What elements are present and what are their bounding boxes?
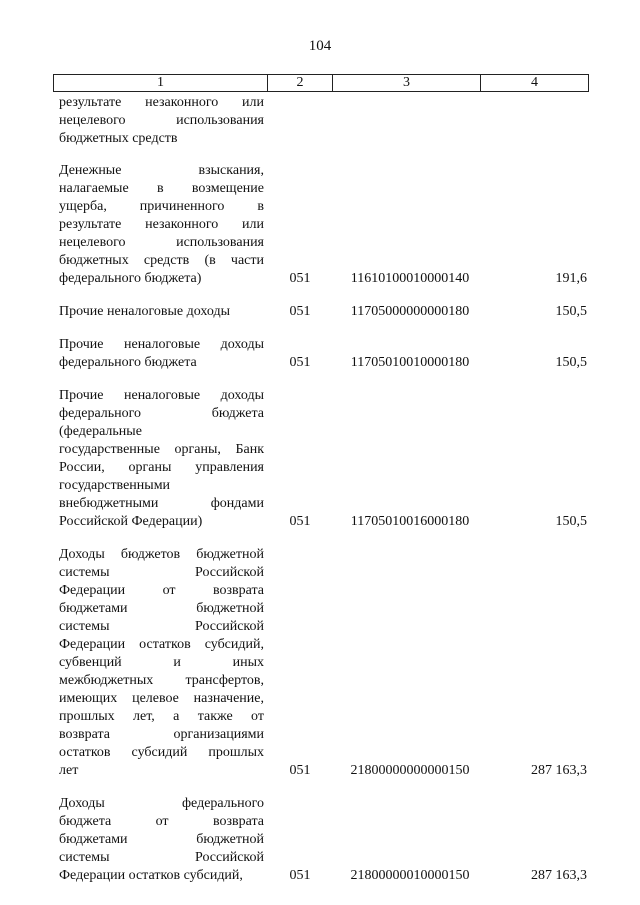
- header-col-2: 2: [268, 75, 333, 91]
- row-name-line: нецелевого использования: [59, 113, 264, 128]
- row-name-line: межбюджетных трансфертов,: [59, 673, 264, 688]
- table-row: [53, 162, 587, 288]
- row-amount: 150,5: [555, 304, 587, 319]
- row-name-line: Федерации от возврата: [59, 583, 264, 598]
- row-code: 11705010016000180: [350, 514, 470, 529]
- row-name: [53, 795, 264, 885]
- table-row: [53, 795, 587, 885]
- row-amount: 150,5: [555, 514, 587, 529]
- table-body: [53, 94, 587, 900]
- row-name-line: Федерации остатков субсидий,: [59, 868, 243, 883]
- row-name-line: бюджетами бюджетной: [59, 832, 264, 847]
- row-name: [53, 546, 264, 780]
- row-name-line: Прочие неналоговые доходы: [59, 388, 264, 403]
- row-name-line: ущерба, причиненного в: [59, 199, 264, 214]
- row-code: 11705000000000180: [350, 304, 470, 319]
- row-name-line: Федерации остатков субсидий,: [59, 637, 264, 652]
- row-name-line: прошлых лет, а также от: [59, 709, 264, 724]
- row-name-line: результате незаконного или: [59, 217, 264, 232]
- row-amount: 287 163,3: [531, 763, 587, 778]
- table-header: [53, 74, 589, 92]
- table-row: [53, 336, 587, 372]
- row-name-line: бюджетных средств (в части: [59, 253, 264, 268]
- row-code: 11610100010000140: [350, 271, 470, 286]
- row-name-line: Денежные взыскания,: [59, 163, 264, 178]
- header-col-4: 4: [531, 75, 538, 90]
- row-name-line: результате незаконного или: [59, 95, 264, 110]
- row-name: [53, 336, 264, 372]
- row-chapter: 051: [289, 271, 311, 286]
- table-row: [53, 387, 587, 531]
- row-name-line: России, органы управления: [59, 460, 264, 475]
- row-amount: 191,6: [555, 271, 587, 286]
- row-name-line: лет: [59, 763, 79, 778]
- row-name-line: нецелевого использования: [59, 235, 264, 250]
- row-name-line: бюджетами бюджетной: [59, 601, 264, 616]
- row-name-line: государственные органы, Банк: [59, 442, 264, 457]
- row-name-line: государственными: [59, 478, 171, 493]
- row-name-line: (федеральные: [59, 424, 142, 439]
- table-row: [53, 546, 587, 780]
- row-name-line: бюджетных средств: [59, 131, 178, 146]
- row-name-line: имеющих целевое назначение,: [59, 691, 264, 706]
- row-name-line: Прочие неналоговые доходы: [59, 337, 264, 352]
- table-row: [53, 94, 587, 148]
- row-code: 11705010010000180: [350, 355, 470, 370]
- row-name-line: внебюджетными фондами: [59, 496, 264, 511]
- row-name-line: налагаемые в возмещение: [59, 181, 264, 196]
- row-name-line: Доходы федерального: [59, 796, 264, 811]
- row-name: [53, 162, 264, 288]
- header-col-3: 3: [333, 75, 481, 91]
- row-name-line: Российской Федерации): [59, 514, 203, 529]
- row-name-line: Доходы бюджетов бюджетной: [59, 547, 264, 562]
- row-code: 21800000010000150: [350, 868, 470, 883]
- row-name-line: остатков субсидий прошлых: [59, 745, 264, 760]
- row-amount: 150,5: [555, 355, 587, 370]
- row-chapter: 051: [289, 763, 311, 778]
- row-name-line: системы Российской: [59, 850, 264, 865]
- row-chapter: 051: [289, 514, 311, 529]
- row-name-line: федерального бюджета: [59, 406, 264, 421]
- row-code: 21800000000000150: [350, 763, 470, 778]
- row-name: [53, 94, 264, 148]
- row-name-line: системы Российской: [59, 619, 264, 634]
- row-name-line: федерального бюджета: [59, 355, 197, 370]
- row-chapter: 051: [289, 304, 311, 319]
- page-number: 104: [308, 38, 332, 54]
- row-name-line: субвенций и иных: [59, 655, 264, 670]
- row-name-line: возврата организациями: [59, 727, 264, 742]
- row-chapter: 051: [289, 868, 311, 883]
- header-col-1: 1: [54, 75, 268, 91]
- row-name: [53, 387, 264, 531]
- row-amount: 287 163,3: [531, 868, 587, 883]
- row-name-line: Прочие неналоговые доходы: [59, 304, 231, 319]
- row-name-line: федерального бюджета): [59, 271, 202, 286]
- row-name: [53, 303, 264, 321]
- table-row: [53, 303, 587, 321]
- row-chapter: 051: [289, 355, 311, 370]
- row-name-line: системы Российской: [59, 565, 264, 580]
- row-name-line: бюджета от возврата: [59, 814, 264, 829]
